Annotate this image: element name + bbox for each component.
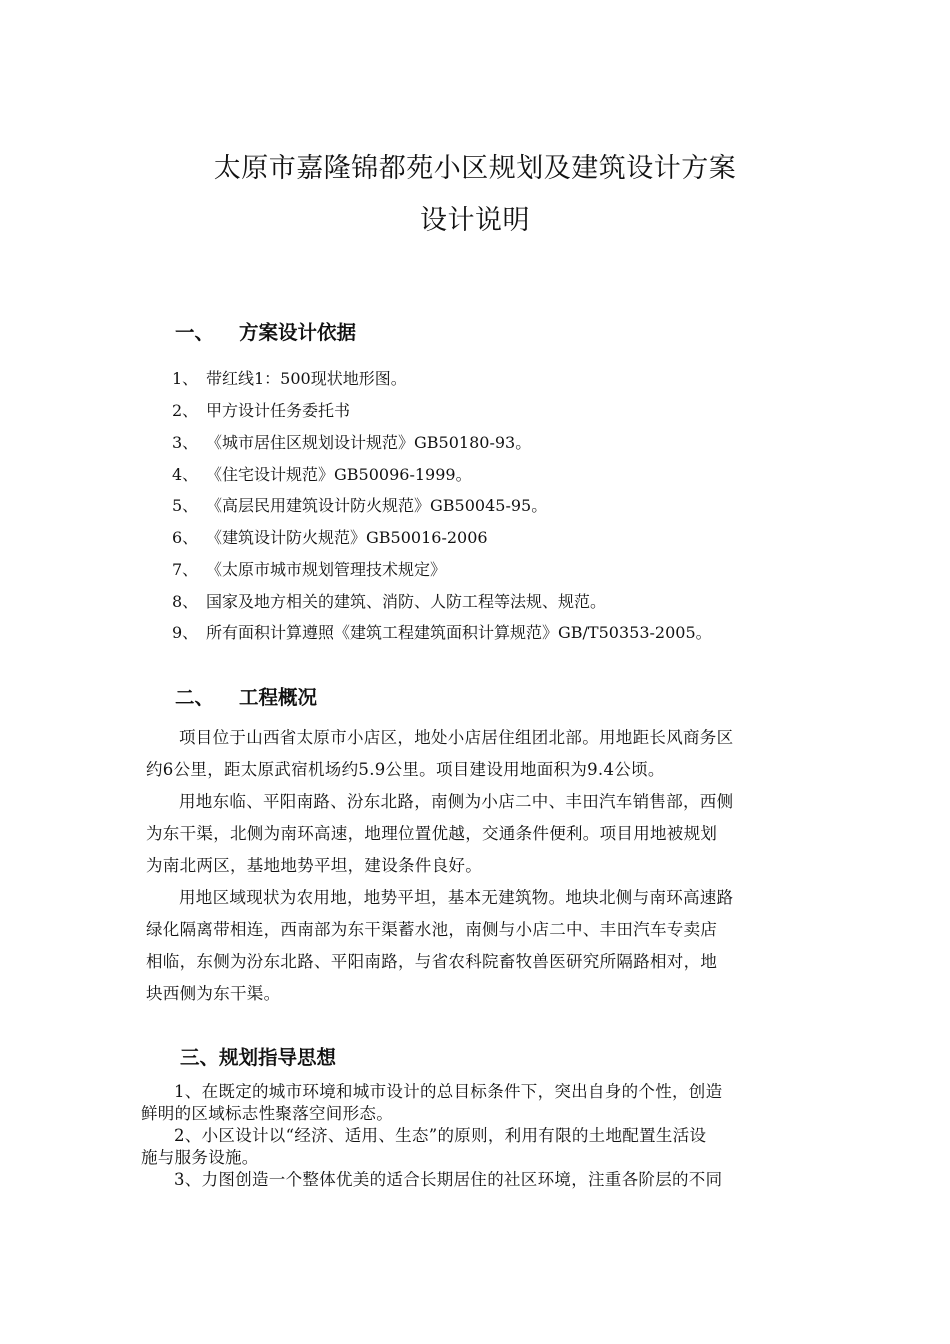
list-item: 3、 《城市居住区规划设计规范》GB50180-93。 (172, 433, 532, 452)
list-item: 9、 所有面积计算遵照《建筑工程建筑面积计算规范》GB/T50353-2005。 (172, 623, 712, 642)
paragraph-line: 绿化隔离带相连，西南部为东干渠蓄水池，南侧与小店二中、丰田汽车专卖店 (146, 920, 718, 939)
paragraph-line: 相临，东侧为汾东北路、平阳南路，与省农科院畜牧兽医研究所隔路相对，地 (146, 952, 718, 971)
section3-heading: 三、规划指导思想 (180, 1046, 337, 1069)
paragraph-line: 为南北两区，基地地势平坦，建设条件良好。 (146, 856, 482, 875)
paragraph-line: 用地东临、平阳南路、汾东北路，南侧为小店二中、丰田汽车销售部，西侧 (179, 792, 734, 811)
section2-body (146, 722, 733, 1010)
section1-number: 一、 (175, 321, 215, 344)
paragraph-line: 为东干渠，北侧为南环高速，地理位置优越，交通条件便利。项目用地被规划 (146, 824, 718, 843)
section2-number: 二、 (175, 686, 215, 709)
list-item: 2、 甲方设计任务委托书 (172, 401, 351, 420)
paragraph-line: 2、小区设计以“经济、适用、生态”的原则，利用有限的土地配置生活设 (174, 1126, 707, 1145)
paragraph-line: 用地区域现状为农用地，地势平坦，基本无建筑物。地块北侧与南环高速路 (179, 888, 734, 907)
list-item: 5、 《高层民用建筑设计防火规范》GB50045-95。 (172, 496, 548, 515)
document-subtitle: 设计说明 (420, 205, 530, 236)
section2-heading (175, 682, 317, 710)
paragraph-line: 1、在既定的城市环境和城市设计的总目标条件下，突出自身的个性，创造 (174, 1082, 723, 1101)
section2-title: 工程概况 (239, 686, 318, 709)
paragraph-line: 约6公里，距太原武宿机场约5.9公里。项目建设用地面积为9.4公顷。 (146, 760, 665, 779)
paragraph-line: 3、力图创造一个整体优美的适合长期居住的社区环境，注重各阶层的不同 (174, 1170, 723, 1189)
section1-heading (175, 317, 356, 345)
list-item: 7、 《太原市城市规划管理技术规定》 (172, 560, 447, 579)
paragraph-line: 块西侧为东干渠。 (146, 984, 281, 1003)
paragraph-line: 项目位于山西省太原市小店区，地处小店居住组团北部。用地距长风商务区 (179, 728, 734, 747)
section3-body (141, 1081, 722, 1191)
section1-title: 方案设计依据 (239, 321, 357, 344)
document-title: 太原市嘉隆锦都苑小区规划及建筑设计方案 (213, 153, 737, 184)
paragraph-line: 鲜明的区域标志性聚落空间形态。 (141, 1104, 393, 1123)
paragraph-line: 施与服务设施。 (141, 1148, 259, 1167)
list-item: 1、 带红线1：500现状地形图。 (172, 369, 407, 388)
list-item: 4、 《住宅设计规范》GB50096-1999。 (172, 465, 472, 484)
list-item: 6、 《建筑设计防火规范》GB50016-2006 (172, 528, 488, 547)
list-item: 8、 国家及地方相关的建筑、消防、人防工程等法规、规范。 (172, 592, 607, 611)
